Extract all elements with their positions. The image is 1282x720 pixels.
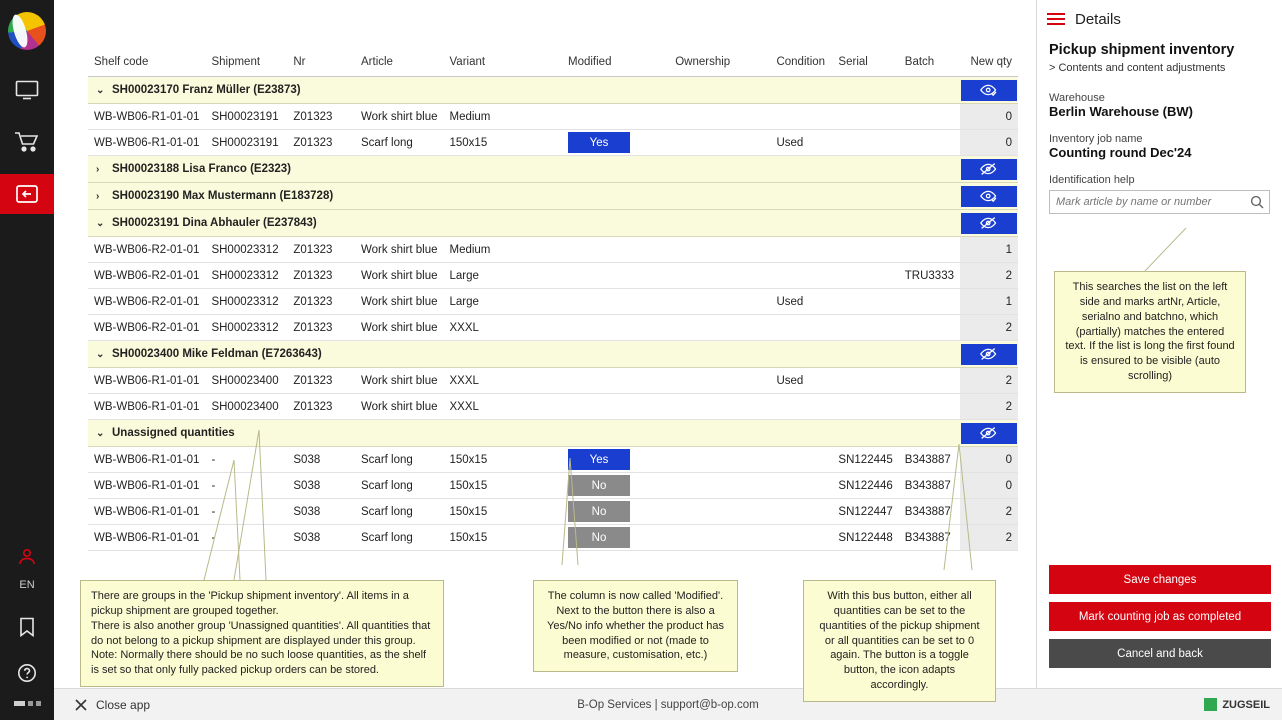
group-title: SH00023188 Lisa Franco (E2323) [112,163,291,175]
shelf-code-cell: WB-WB06-R1-01-01 [88,447,205,473]
ownership-cell [669,315,770,341]
variant-cell: 150x15 [443,525,562,551]
condition-cell [770,315,832,341]
condition-cell [770,237,832,263]
rail-bottom-group [0,531,54,720]
ownership-cell [669,104,770,130]
shipment-cell: SH00023312 [205,263,287,289]
col-new-qty: New qty [960,52,1018,77]
table-row[interactable] [88,130,1018,156]
nr-cell: Z01323 [287,237,355,263]
col-condition: Condition [770,52,832,77]
article-cell: Scarf long [355,525,443,551]
modified-cell[interactable] [562,447,669,473]
details-breadcrumb: > Contents and content adjustments [1049,62,1226,74]
col-shelf-code: Shelf code [88,52,205,77]
batch-cell [899,368,960,394]
bus-toggle-button[interactable] [961,186,1017,207]
article-cell: Scarf long [355,130,443,156]
identification-help-label: Identification help [1049,174,1135,186]
shelf-code-cell: WB-WB06-R2-01-01 [88,263,205,289]
language-indicator[interactable]: EN [19,579,35,591]
group-label[interactable] [88,156,960,183]
table-row[interactable] [88,473,1018,499]
serial-cell [832,394,898,420]
group-label[interactable] [88,420,960,447]
condition-cell [770,525,832,551]
chevron-icon[interactable]: ⌄ [96,349,105,360]
variant-cell: 150x15 [443,130,562,156]
bus-toggle-button[interactable] [961,159,1017,180]
modified-badge[interactable]: No [568,475,630,496]
col-batch: Batch [899,52,960,77]
group-label[interactable] [88,341,960,368]
inventory-table [88,52,1018,551]
table-row[interactable] [88,289,1018,315]
modified-badge[interactable]: Yes [568,449,630,470]
details-panel-title: Details [1075,10,1121,28]
col-article: Article [355,52,443,77]
eye-check-icon [980,189,998,203]
batch-cell: B343887 [899,473,960,499]
variant-cell: Large [443,289,562,315]
article-cell: Work shirt blue [355,368,443,394]
annotation-search-note: This searches the list on the left side and marks artNr, Article, serialno and batchno, which (partially) matches the entered text. If the list is long the first found is ensured to be visible (auto scrolling) [1054,271,1246,393]
condition-cell: Used [770,289,832,315]
table-row[interactable] [88,237,1018,263]
sidebar-item-inbound[interactable] [0,174,54,214]
brand-name: ZUGSEIL [1222,698,1270,711]
group-title: SH00023190 Max Mustermann (E183728) [112,190,334,202]
shipment-cell: - [205,499,287,525]
cancel-and-back-button[interactable]: Cancel and back [1049,639,1271,668]
annotation-groups-note: There are groups in the 'Pickup shipment inventory'. All items in a pickup shipment are grouped together. There is also another group 'Unassigned quantities'. All quantities that do not belong to a pickup shipment are displayed under this group. Note: Normally there should be no such loose quantities, as the shelf is set so that only fully packed pickup orders can be stored. [80,580,444,687]
shelf-code-cell: WB-WB06-R1-01-01 [88,104,205,130]
bus-toggle-button[interactable] [961,80,1017,101]
close-app-label: Close app [96,697,151,712]
new-qty-cell[interactable]: 2 [960,263,1018,289]
serial-cell: SN122446 [832,473,898,499]
table-row[interactable] [88,394,1018,420]
serial-cell: SN122448 [832,525,898,551]
group-label[interactable] [88,77,960,104]
shipment-cell: - [205,447,287,473]
col-serial: Serial [832,52,898,77]
bus-toggle-button[interactable] [961,423,1017,444]
variant-cell: Medium [443,104,562,130]
details-body [1037,34,1282,214]
shelf-code-cell: WB-WB06-R1-01-01 [88,525,205,551]
modified-cell[interactable] [562,263,669,289]
bus-toggle-button[interactable] [961,344,1017,365]
variant-cell: XXXL [443,394,562,420]
variant-cell: Medium [443,237,562,263]
col-ownership: Ownership [669,52,770,77]
ownership-cell [669,525,770,551]
batch-cell [899,394,960,420]
table-group-row[interactable] [88,341,1018,368]
nr-cell: Z01323 [287,368,355,394]
eye-off-icon [980,162,998,176]
article-cell: Scarf long [355,499,443,525]
condition-cell: Used [770,368,832,394]
bus-button-cell[interactable] [960,156,1018,183]
warehouse-label: Warehouse [1049,92,1105,104]
variant-cell: Large [443,263,562,289]
group-label[interactable] [88,183,960,210]
new-qty-cell[interactable]: 0 [960,447,1018,473]
shipment-cell: SH00023312 [205,289,287,315]
shelf-code-cell: WB-WB06-R2-01-01 [88,315,205,341]
ownership-cell [669,447,770,473]
condition-cell [770,263,832,289]
modified-badge[interactable]: No [568,527,630,548]
group-label[interactable] [88,210,960,237]
group-title: SH00023170 Franz Müller (E23873) [112,84,301,96]
shipment-cell: SH00023191 [205,104,287,130]
modified-badge[interactable]: No [568,501,630,522]
new-qty-cell[interactable]: 1 [960,237,1018,263]
new-qty-cell[interactable]: 2 [960,315,1018,341]
batch-cell [899,315,960,341]
job-name-label: Inventory job name [1049,133,1143,145]
serial-cell: SN122447 [832,499,898,525]
modified-cell[interactable] [562,237,669,263]
nr-cell: S038 [287,499,355,525]
serial-cell [832,237,898,263]
col-modified: Modified [562,52,669,77]
modified-cell[interactable] [562,104,669,130]
shelf-code-cell: WB-WB06-R1-01-01 [88,394,205,420]
shipment-cell: SH00023312 [205,315,287,341]
article-cell: Scarf long [355,473,443,499]
shipment-cell: SH00023191 [205,130,287,156]
save-changes-button[interactable]: Save changes [1049,565,1271,594]
modified-cell[interactable] [562,473,669,499]
bookmark-icon[interactable] [0,607,54,647]
serial-cell [832,315,898,341]
table-row[interactable] [88,368,1018,394]
chevron-icon[interactable]: › [96,191,100,202]
details-heading: Pickup shipment inventory [1049,42,1235,58]
article-cell: Work shirt blue [355,263,443,289]
ownership-cell [669,394,770,420]
condition-cell [770,104,832,130]
serial-cell [832,104,898,130]
variant-cell: XXXL [443,315,562,341]
modified-cell[interactable] [562,289,669,315]
table-row[interactable] [88,499,1018,525]
cart-icon[interactable] [0,122,54,162]
bus-button-cell[interactable] [960,77,1018,104]
batch-cell [899,289,960,315]
shipment-cell: SH00023400 [205,394,287,420]
search-icon[interactable] [1250,195,1264,214]
group-title: Unassigned quantities [112,427,235,439]
annotation-modified-note: The column is now called 'Modified'. Next to the button there is also a Yes/No info whether the product has been modified or not (made to measure, customisation, etc.) [533,580,738,672]
chevron-icon[interactable]: ⌄ [96,428,105,439]
group-title: SH00023191 Dina Abhauler (E237843) [112,217,317,229]
article-cell: Scarf long [355,447,443,473]
nr-cell: S038 [287,525,355,551]
col-nr: Nr [287,52,355,77]
shipment-cell: SH00023312 [205,237,287,263]
shelf-code-cell: WB-WB06-R2-01-01 [88,289,205,315]
serial-cell [832,289,898,315]
table-group-row[interactable] [88,420,1018,447]
search-field-wrapper[interactable] [1049,190,1270,214]
batch-cell: B343887 [899,525,960,551]
serial-cell: SN122445 [832,447,898,473]
new-qty-cell[interactable]: 2 [960,394,1018,420]
table-row[interactable] [88,104,1018,130]
ownership-cell [669,289,770,315]
serial-cell [832,130,898,156]
ownership-cell [669,473,770,499]
batch-cell [899,104,960,130]
batch-cell [899,237,960,263]
article-cell: Work shirt blue [355,394,443,420]
condition-cell [770,499,832,525]
modified-cell[interactable] [562,499,669,525]
nr-cell: Z01323 [287,263,355,289]
ownership-cell [669,499,770,525]
ownership-cell [669,237,770,263]
condition-cell [770,473,832,499]
left-nav-rail [0,0,54,720]
new-qty-cell[interactable]: 2 [960,368,1018,394]
details-action-buttons [1049,565,1271,676]
nr-cell: Z01323 [287,130,355,156]
table-header-row [88,52,1018,77]
bottom-bar [54,688,1282,720]
eye-off-icon [980,216,998,230]
condition-cell: Used [770,130,832,156]
new-qty-cell[interactable]: 2 [960,525,1018,551]
ownership-cell [669,130,770,156]
col-shipment: Shipment [205,52,287,77]
variant-cell: 150x15 [443,499,562,525]
modified-cell[interactable] [562,525,669,551]
condition-cell [770,394,832,420]
condition-cell [770,447,832,473]
table-group-row[interactable] [88,183,1018,210]
batch-cell: B343887 [899,447,960,473]
nr-cell: S038 [287,473,355,499]
article-cell: Work shirt blue [355,237,443,263]
col-variant: Variant [443,52,562,77]
brand-mark-icon [1204,698,1217,711]
bus-button-cell[interactable] [960,341,1018,368]
shipment-cell: SH00023400 [205,368,287,394]
chevron-icon[interactable]: ⌄ [96,218,105,229]
annotation-bus-note: With this bus button, either all quantities can be set to the quantities of the pickup shipment or all quantities can be set to 0 again. The button is a toggle button, the icon adapts accordingly. [803,580,996,702]
ownership-cell [669,368,770,394]
mark-completed-button[interactable]: Mark counting job as completed [1049,602,1271,631]
table-row[interactable] [88,447,1018,473]
modified-cell[interactable] [562,394,669,420]
help-icon[interactable] [0,653,54,693]
serial-cell [832,263,898,289]
details-header [1037,0,1282,34]
new-qty-cell[interactable]: 2 [960,499,1018,525]
job-name-value: Counting round Dec'24 [1049,145,1192,160]
chevron-icon[interactable]: ⌄ [96,85,105,96]
variant-cell: 150x15 [443,447,562,473]
modified-cell[interactable] [562,130,669,156]
variant-cell: 150x15 [443,473,562,499]
menu-icon[interactable] [1047,10,1065,28]
bus-button-cell[interactable] [960,210,1018,237]
shelf-code-cell: WB-WB06-R1-01-01 [88,499,205,525]
shelf-code-cell: WB-WB06-R1-01-01 [88,368,205,394]
user-icon[interactable] [0,537,54,577]
table-group-row[interactable] [88,77,1018,104]
shelf-code-cell: WB-WB06-R1-01-01 [88,130,205,156]
batch-cell: TRU3333 [899,263,960,289]
batch-cell [899,130,960,156]
article-cell: Work shirt blue [355,104,443,130]
support-text: B-Op Services | support@b-op.com [577,698,759,711]
shipment-cell: - [205,473,287,499]
article-cell: Work shirt blue [355,315,443,341]
table-group-row[interactable] [88,156,1018,183]
batch-cell: B343887 [899,499,960,525]
table-row[interactable] [88,315,1018,341]
bus-button-cell[interactable] [960,420,1018,447]
new-qty-cell[interactable]: 1 [960,289,1018,315]
ownership-cell [669,263,770,289]
monitor-icon[interactable] [0,70,54,110]
bus-button-cell[interactable] [960,183,1018,210]
article-cell: Work shirt blue [355,289,443,315]
table-group-row[interactable] [88,210,1018,237]
nr-cell: Z01323 [287,315,355,341]
new-qty-cell[interactable]: 0 [960,473,1018,499]
serial-cell [832,368,898,394]
new-qty-cell[interactable]: 0 [960,104,1018,130]
app-logo [0,4,54,58]
search-input[interactable] [1050,191,1269,213]
new-qty-cell[interactable]: 0 [960,130,1018,156]
modified-cell[interactable] [562,368,669,394]
table-row[interactable] [88,525,1018,551]
shipment-cell: - [205,525,287,551]
nr-cell: Z01323 [287,394,355,420]
warehouse-value: Berlin Warehouse (BW) [1049,104,1193,119]
nr-cell: Z01323 [287,104,355,130]
brand-logo [1204,698,1270,711]
table-row[interactable] [88,263,1018,289]
modified-cell[interactable] [562,315,669,341]
variant-cell: XXXL [443,368,562,394]
shelf-code-cell: WB-WB06-R1-01-01 [88,473,205,499]
group-title: SH00023400 Mike Feldman (E7263643) [112,348,322,360]
eye-off-icon [980,426,998,440]
nr-cell: Z01323 [287,289,355,315]
bus-toggle-button[interactable] [961,213,1017,234]
modified-badge[interactable]: Yes [568,132,630,153]
chevron-icon[interactable]: › [96,164,100,175]
shelf-code-cell: WB-WB06-R2-01-01 [88,237,205,263]
eye-off-icon [980,347,998,361]
pagination-dots [14,701,41,706]
nr-cell: S038 [287,447,355,473]
eye-check-icon [980,83,998,97]
